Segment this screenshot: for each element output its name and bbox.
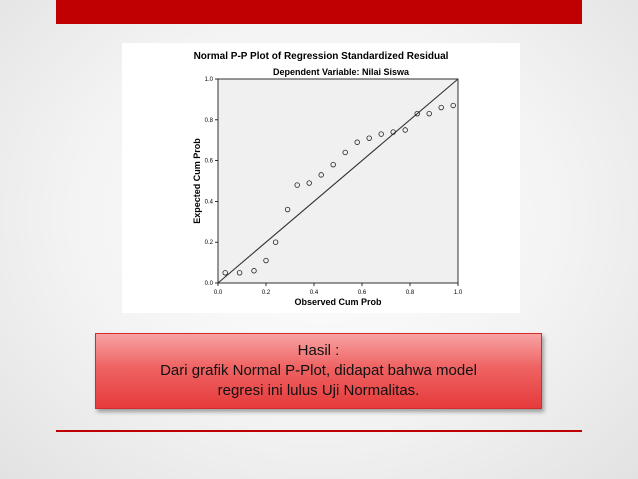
x-tick-label: 1.0 bbox=[453, 290, 463, 296]
result-box bbox=[95, 333, 542, 409]
x-tick-label: 0.6 bbox=[357, 290, 367, 296]
y-tick-label: 0.2 bbox=[204, 240, 213, 247]
result-line-2: regresi ini lulus Uji Normalitas. bbox=[217, 382, 420, 399]
x-tick-label: 0.2 bbox=[261, 290, 271, 296]
y-tick-label: 1.0 bbox=[204, 77, 213, 83]
y-tick-label: 0.0 bbox=[204, 281, 213, 287]
y-tick-label: 0.6 bbox=[204, 158, 213, 165]
chart-subtitle: Dependent Variable: Nilai Siswa bbox=[272, 67, 410, 77]
pp-plot-chart bbox=[122, 43, 520, 313]
pp-plot-panel bbox=[122, 43, 520, 313]
y-tick-label: 0.8 bbox=[204, 117, 213, 124]
y-axis-label: Expected Cum Prob bbox=[192, 138, 202, 224]
x-tick-label: 0.4 bbox=[309, 290, 319, 296]
x-tick-label: 0.0 bbox=[213, 290, 223, 296]
bottom-divider bbox=[56, 430, 582, 432]
y-tick-label: 0.4 bbox=[204, 199, 213, 206]
x-axis-label: Observed Cum Prob bbox=[294, 297, 382, 307]
result-line-1: Dari grafik Normal P-Plot, didapat bahwa model bbox=[160, 362, 477, 379]
chart-title: Normal P-P Plot of Regression Standardized Residual bbox=[193, 51, 449, 62]
x-tick-label: 0.8 bbox=[405, 290, 415, 296]
result-heading: Hasil : bbox=[297, 342, 340, 359]
top-accent-bar bbox=[56, 0, 582, 24]
